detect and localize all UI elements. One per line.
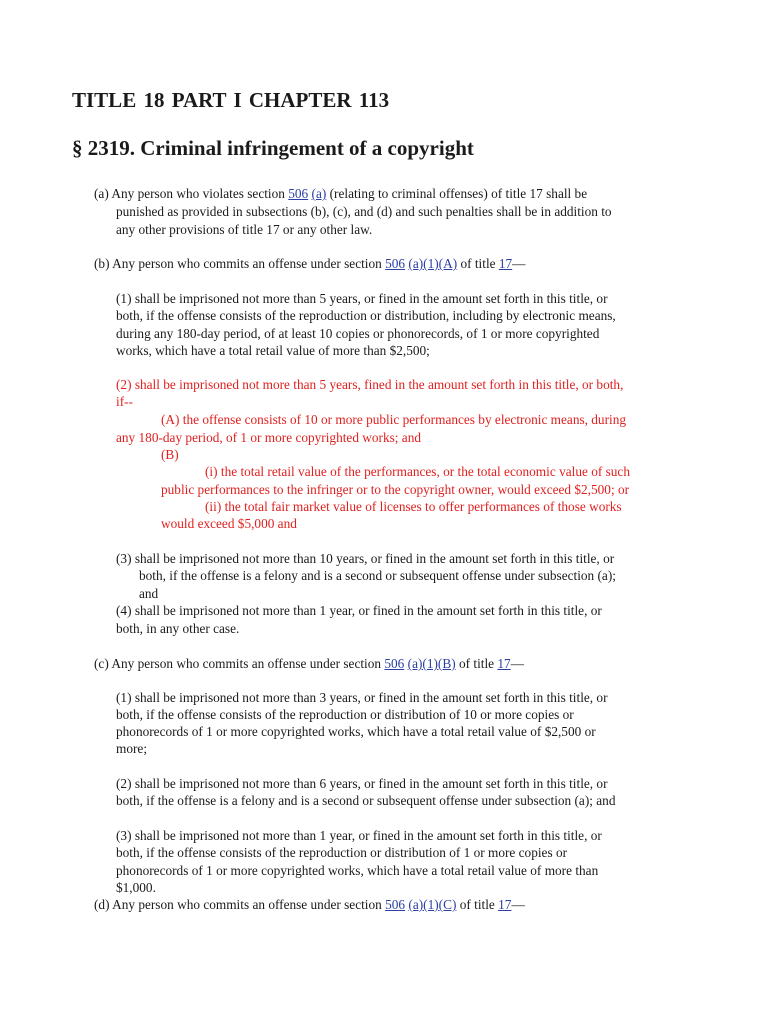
- subsection-b-intro: [94, 255, 525, 273]
- b2Bi-line-1: (i) the total retail value of the performances, or the total economic value of such: [205, 464, 630, 479]
- b1-line-1: (1) shall be imprisoned not more than 5 years, or fined in the amount set forth in this title, or: [116, 291, 608, 306]
- c3-line-4: $1,000.: [116, 880, 156, 895]
- link-section-506[interactable]: 506: [385, 256, 406, 271]
- b3-line-2: both, if the offense is a felony and is a second or subsequent offense under subsection (a);: [139, 568, 616, 583]
- b2Bi-line-2: public performances to the infringer or to the copyright owner, would exceed $2,500; or: [161, 482, 630, 497]
- em-dash: —: [510, 656, 524, 671]
- b3-line-3: and: [139, 586, 159, 601]
- b4-line-1: (4) shall be imprisoned not more than 1 year, or fined in the amount set forth in this title, or: [116, 603, 602, 618]
- em-dash: —: [511, 897, 525, 912]
- b4-line-2: both, in any other case.: [116, 621, 240, 636]
- b2A-line-2: any 180-day period, of 1 or more copyrighted works; and: [116, 430, 422, 445]
- b1-line-4: works, which have a total retail value of more than $2,500;: [116, 343, 430, 358]
- c3-line-1: (3) shall be imprisoned not more than 1 year, or fined in the amount set forth in this title, or: [116, 828, 602, 843]
- link-subsection-a[interactable]: (a): [311, 186, 327, 201]
- link-section-506[interactable]: 506: [385, 897, 406, 912]
- c1-line-4: more;: [116, 741, 148, 756]
- c1-line-1: (1) shall be imprisoned not more than 3 years, or fined in the amount set forth in this title, or: [116, 690, 608, 705]
- link-subsection-a1B[interactable]: (a)(1)(B): [407, 656, 456, 671]
- b1-line-3: during any 180-day period, of at least 10 copies or phonorecords, of 1 or more copyrighted: [116, 326, 600, 341]
- subsection-c-intro-text: (c) Any person who commits an offense under section: [94, 656, 385, 671]
- b2Bii-line-2: would exceed $5,000 and: [161, 516, 297, 531]
- link-section-506[interactable]: 506: [288, 186, 309, 201]
- link-title-17[interactable]: 17: [497, 656, 511, 671]
- subsection-a-line-2: punished as provided in subsections (b), (c), and (d) and such penalties shall be in addition to: [116, 204, 612, 219]
- c2-line-1: (2) shall be imprisoned not more than 6 years, or fined in the amount set forth in this title, or: [116, 776, 608, 791]
- link-subsection-a1C[interactable]: (a)(1)(C): [408, 897, 457, 912]
- c3-line-2: both, if the offense consists of the reproduction or distribution of 1 or more copies or: [116, 845, 568, 860]
- document-heading: TITLE 18 PART I CHAPTER 113: [72, 88, 390, 112]
- c1-line-3: phonorecords of 1 or more copyrighted works, which have a total retail value of $2,500 or: [116, 724, 596, 739]
- subsection-d-intro-text: (d) Any person who commits an offense under section: [94, 897, 386, 912]
- subsection-a-intro: (a) Any person who violates section: [94, 186, 289, 201]
- link-section-506[interactable]: 506: [384, 656, 405, 671]
- subsection-c-intro: [94, 655, 524, 673]
- of-title-text: of title: [457, 256, 499, 271]
- b2B-label: (B): [161, 447, 179, 462]
- section-title: § 2319. Criminal infringement of a copyright: [72, 136, 474, 160]
- b3-line-1: (3) shall be imprisoned not more than 10 years, or fined in the amount set forth in this title, or: [116, 551, 615, 566]
- c3-line-3: phonorecords of 1 or more copyrighted works, which have a total retail value of more than: [116, 863, 599, 878]
- b2-line-1: (2) shall be imprisoned not more than 5 years, fined in the amount set forth in this title, or both,: [116, 377, 624, 392]
- subsection-a-text: (relating to criminal offenses) of title 17 shall be: [326, 186, 588, 201]
- b2-line-2: if--: [116, 394, 133, 409]
- link-title-17[interactable]: 17: [498, 256, 513, 271]
- b1-line-2: both, if the offense consists of the reproduction or distribution, including by electronic means,: [116, 308, 616, 323]
- subsection-b-intro-text: (b) Any person who commits an offense under section: [94, 256, 386, 271]
- link-title-17[interactable]: 17: [498, 897, 512, 912]
- of-title-text: of title: [455, 656, 498, 671]
- em-dash: —: [512, 256, 526, 271]
- subsection-d-intro: [94, 896, 525, 914]
- subsection-a-line-3: any other provisions of title 17 or any other law.: [116, 222, 373, 237]
- b2A-line-1: (A) the offense consists of 10 or more public performances by electronic means, during: [161, 412, 627, 427]
- b2Bii-line-1: (ii) the total fair market value of licenses to offer performances of those works: [205, 499, 622, 514]
- subsection-a-line-1: [94, 185, 587, 203]
- c1-line-2: both, if the offense consists of the reproduction or distribution of 10 or more copies or: [116, 707, 574, 722]
- of-title-text: of title: [456, 897, 499, 912]
- c2-line-2: both, if the offense is a felony and is a second or subsequent offense under subsection (a); and: [116, 793, 616, 808]
- link-subsection-a1A[interactable]: (a)(1)(A): [408, 256, 458, 271]
